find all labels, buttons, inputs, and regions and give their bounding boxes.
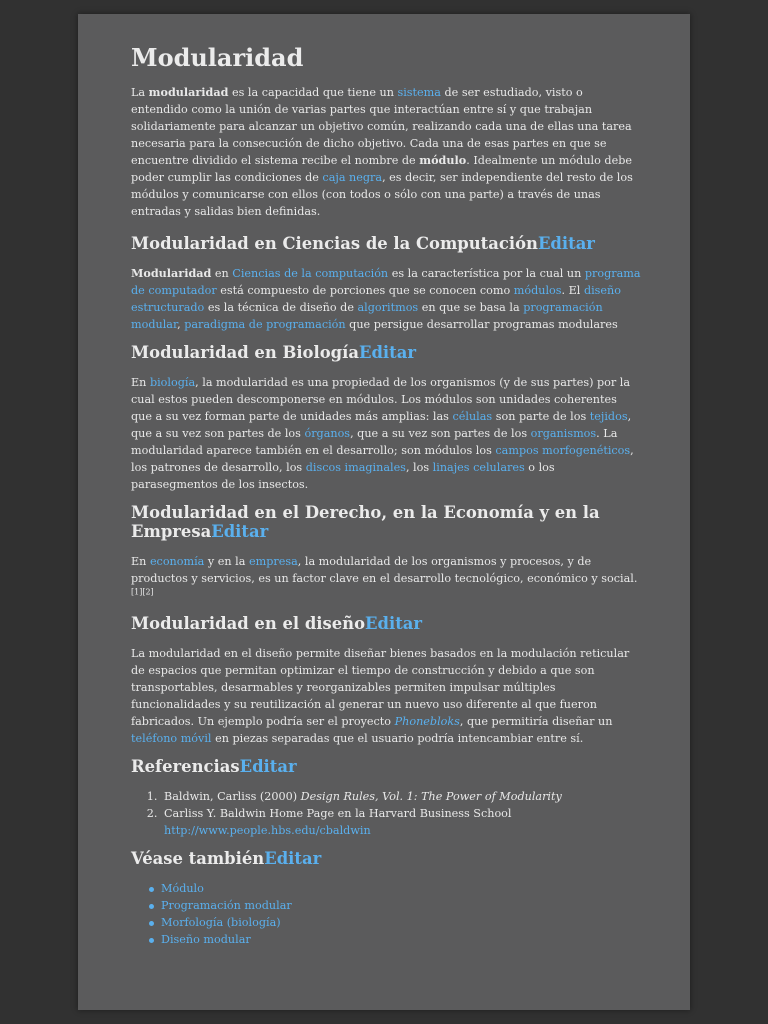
- text: y en la: [204, 555, 249, 568]
- text: , que a su vez son partes de los: [131, 410, 632, 440]
- text: , es decir, ser independiente del resto de los módulos y comunicarse con ellos (con todos o sólo con una parte) a través de unas entradas y salidas bien definidas.: [131, 171, 633, 218]
- text: , la modularidad es una propiedad de los organismos (y de sus partes) por la cual estos pueden descomponerse en módulos. Los módulos son unidades coherentes que a su vez forman parte de unidades más amplias: las: [131, 376, 631, 423]
- text: es la característica por la cual un: [388, 267, 585, 280]
- see-also-list: [131, 880, 641, 948]
- reference-item: [161, 788, 641, 805]
- section-heading-biologia: [131, 343, 641, 362]
- text: En: [131, 376, 150, 389]
- article-content: [131, 42, 641, 958]
- text: ,: [177, 318, 185, 331]
- reference-marker-2[interactable]: [2]: [142, 587, 154, 597]
- computacion-paragraph: [131, 265, 641, 333]
- link-modulo[interactable]: Módulo: [161, 882, 204, 895]
- text: está compuesto de porciones que se conocen como: [216, 284, 514, 297]
- link-morfologia[interactable]: Morfología (biología): [161, 916, 281, 929]
- article-page: [78, 14, 690, 1010]
- text: que persigue desarrollar programas modulares: [345, 318, 618, 331]
- link-celulas[interactable]: células: [452, 410, 493, 423]
- intro-paragraph: [131, 84, 641, 220]
- link-empresa[interactable]: empresa: [248, 555, 298, 568]
- edit-link-vease[interactable]: Editar: [264, 849, 322, 868]
- text: , los patrones de desarrollo, los: [131, 444, 634, 474]
- list-item: [161, 880, 641, 897]
- section-heading-referencias: [131, 757, 641, 776]
- link-organos[interactable]: órganos: [304, 427, 351, 440]
- biologia-paragraph: [131, 374, 641, 493]
- text: , que permitiría diseñar un: [459, 715, 613, 728]
- text: La modularidad en el diseño permite diseñar bienes basados en la modulación reticular de espacios que permitan optimizar el tiempo de construcción y debido a que son transportables, desarmables y reorganizables permiten impulsar múltiples funcionalidades y su reutilización al generar un nuevo uso diferente al que fueron fabricados. Un ejemplo podría ser el proyecto: [131, 647, 630, 728]
- link-algoritmos[interactable]: algoritmos: [357, 301, 419, 314]
- text: en piezas separadas que el usuario podría intencambiar entre sí.: [211, 732, 584, 745]
- diseno-paragraph: [131, 645, 641, 747]
- list-item: [161, 897, 641, 914]
- link-discos-imaginales[interactable]: discos imaginales: [305, 461, 406, 474]
- edit-link-computacion[interactable]: Editar: [537, 234, 595, 253]
- heading-text: Modularidad en Ciencias de la Computación: [131, 234, 538, 253]
- heading-text: Referencias: [131, 757, 240, 776]
- section-heading-vease: [131, 849, 641, 868]
- link-phonebloks[interactable]: Phonebloks: [394, 715, 460, 728]
- link-programacion-modular-2[interactable]: Programación modular: [161, 899, 292, 912]
- text: , que a su vez son partes de los: [350, 427, 531, 440]
- derecho-paragraph: [131, 553, 641, 604]
- heading-text: Modularidad en el diseño: [131, 614, 366, 633]
- reference-marker-1[interactable]: [1]: [131, 587, 143, 597]
- bold-term: Modularidad: [131, 266, 212, 280]
- text: es la técnica de diseño de: [204, 301, 358, 314]
- section-heading-computacion: [131, 234, 641, 253]
- heading-text: Modularidad en Biología: [131, 343, 359, 362]
- link-ciencias-computacion[interactable]: Ciencias de la computación: [232, 267, 389, 280]
- reference-item: [161, 805, 641, 839]
- heading-text: Véase también: [131, 849, 265, 868]
- page-title: Modularidad: [131, 43, 304, 72]
- bold-term: modularidad: [148, 85, 229, 99]
- text: es la capacidad que tiene un: [228, 86, 398, 99]
- link-biologia[interactable]: biología: [149, 376, 196, 389]
- link-hbs-homepage[interactable]: http://www.people.hbs.edu/cbaldwin: [164, 824, 371, 837]
- text: . El: [561, 284, 584, 297]
- edit-link-derecho[interactable]: Editar: [211, 522, 269, 541]
- book-title: Design Rules, Vol. 1: The Power of Modularity: [300, 790, 562, 803]
- heading-text: Modularidad en el Derecho, en la Economía y en la Empresa: [131, 503, 600, 541]
- text: . Idealmente un módulo debe poder cumplir las condiciones de: [131, 154, 632, 184]
- text: de ser estudiado, visto o entendido como la unión de varias partes que interactúan entre sí y que trabajan solidariamente para alcanzar un objetivo común, realizando cada una de ellas una tarea necesaria para la consecución de dicho objetivo. Cada una de esas partes en que se encuentre dividido el sistema recibe el nombre de: [131, 86, 632, 167]
- text: En: [131, 555, 150, 568]
- section-heading-diseno: [131, 614, 641, 633]
- link-linajes-celulares[interactable]: linajes celulares: [432, 461, 525, 474]
- text: son parte de los: [492, 410, 590, 423]
- text: Baldwin, Carliss (2000): [164, 790, 301, 803]
- link-diseno-modular[interactable]: Diseño modular: [161, 933, 251, 946]
- link-sistema[interactable]: sistema: [397, 86, 441, 99]
- link-modulos[interactable]: módulos: [513, 284, 562, 297]
- link-campos-morfogeneticos[interactable]: campos morfogenéticos: [495, 444, 631, 457]
- text: , los: [405, 461, 433, 474]
- link-caja-negra[interactable]: caja negra: [322, 171, 383, 184]
- text: Carliss Y. Baldwin Home Page en la Harvard Business School: [164, 807, 512, 820]
- link-programa-computador[interactable]: programa de computador: [131, 267, 641, 297]
- list-item: [161, 914, 641, 931]
- text: . La modularidad aparece también en el desarrollo; son módulos los: [131, 427, 618, 457]
- link-diseno-estructurado[interactable]: diseño estructurado: [131, 284, 621, 314]
- bold-term: módulo: [419, 153, 467, 167]
- link-economia[interactable]: economía: [149, 555, 205, 568]
- references-list: [131, 788, 641, 839]
- list-item: [161, 931, 641, 948]
- link-telefono-movil[interactable]: teléfono móvil: [131, 732, 212, 745]
- section-heading-derecho: [131, 503, 641, 541]
- text: o los parasegmentos de los insectos.: [131, 461, 555, 491]
- edit-link-referencias[interactable]: Editar: [239, 757, 297, 776]
- link-tejidos[interactable]: tejidos: [589, 410, 628, 423]
- text: en que se basa la: [418, 301, 524, 314]
- link-paradigma-programacion[interactable]: paradigma de programación: [184, 318, 346, 331]
- edit-link-biologia[interactable]: Editar: [358, 343, 416, 362]
- edit-link-diseno[interactable]: Editar: [365, 614, 423, 633]
- text: La: [131, 86, 149, 99]
- text: en: [211, 267, 233, 280]
- link-programacion-modular[interactable]: programación modular: [131, 301, 603, 331]
- text: , la modularidad de los organismos y procesos, y de productos y servicios, es un factor clave en el desarrollo tecnológico, económico y social.: [131, 555, 638, 585]
- link-organismos[interactable]: organismos: [530, 427, 597, 440]
